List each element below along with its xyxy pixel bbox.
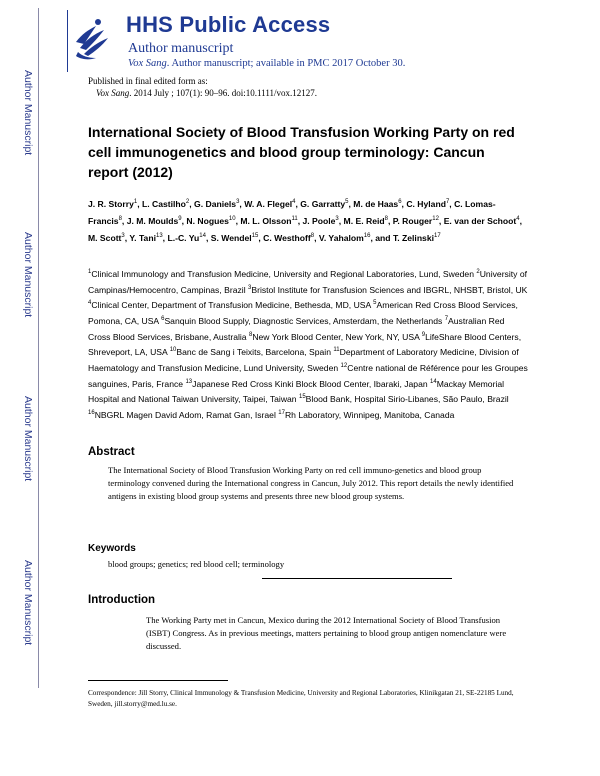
affiliation-text: University of Campinas/Hemocentro, Campinas, Brazil (88, 268, 527, 295)
author-list: J. R. Storry$^1$, L. Castilho$^2$, G. Daniels$^3$, W. A. Flegel$^4$, G. Garratty$^5$, M. de Haas$^6$, C. Hyland$^7$, C. Lomas-Francis$^8$, J. M. Moulds$^9$, N. Nogues$^{10}$, M. L. Olsson$^{11}$, J. Poole$^3$, M. E. Reid$^8$, P. Rouger$^{12}$, E. van der Schoot$^4$, M. Scott$^3$, Y. Tani$^{13}$, L.-C. Yu$^{14}$, S. Wendel$^{15}$, C. Westhoff$^8$, V. Yahalom$^{16}$, and T. Zelinski$^{17}$ (88, 198, 523, 243)
sidebar-rule (38, 8, 39, 688)
affiliation-text: New York Blood Center, New York, NY, USA (252, 331, 422, 342)
author-affiliation-number: 12 (432, 216, 439, 223)
author-name: L. Castilho (141, 198, 186, 209)
affiliation-text: Clinical Center, Department of Transfusion Medicine, Bethesda, MD, USA (91, 300, 374, 311)
affiliation-text: NBGRL Magen David Adom, Ramat Gan, Israel (94, 409, 279, 420)
affiliation-text: LifeShare Blood Centers, Shreveport, LA, USA (88, 331, 522, 358)
author-affiliation-number: 3 (121, 233, 125, 240)
affiliation-number: 16 (88, 409, 95, 416)
author-affiliation-number: 8 (310, 233, 315, 240)
header-subtitle: Author manuscript (128, 41, 234, 56)
affiliation-number: 9 (421, 331, 426, 338)
author-name: P. Rouger (392, 215, 433, 226)
author-name: M. de Haas (353, 198, 399, 209)
affiliation-number: 3 (248, 284, 252, 291)
author-affiliation-number: 16 (363, 233, 371, 240)
affiliation-text: Australian Red Cross Blood Services, Brisbane, Australia (88, 315, 505, 342)
author-affiliation-number: 6 (398, 199, 402, 205)
affiliation-text: Department of Laboratory Medicine, Division of Haematology and Transfusion Medicine, Lund University, Sweden (88, 347, 519, 373)
keywords-heading: Keywords (88, 543, 136, 554)
author-name: C. Westhoff (263, 232, 311, 243)
author-affiliation-number: 4 (516, 216, 520, 223)
author-affiliation-number: 5 (345, 199, 349, 205)
affiliation-number: 15 (298, 394, 306, 401)
introduction-text: The Working Party met in Cancun, Mexico during the 2012 International Society of Blood Transfusion (ISBT) Congress. As in previous meetings, matters pertaining to blood group antigen nomenclature were discussed. (146, 615, 507, 651)
author-name: M. Scott (88, 232, 122, 243)
author-name: W. A. Flegel (244, 198, 293, 209)
affiliation-text: Clinical Immunology and Transfusion Medicine, University and Regional Laboratories, Lund, Sweden (91, 268, 477, 279)
author-name: E. van der Schoot (443, 215, 517, 226)
correspondence-footnote: Correspondence: Jill Storry, Clinical Immunology & Transfusion Medicine, University and Regional Laboratories, Klinikgatan 21, SE-22185 Lund, Sweden, jill.storry@med.lu.se. (88, 689, 514, 708)
author-affiliation-number: 3 (335, 216, 339, 223)
author-name: J. R. Storry (88, 198, 134, 209)
header-citation: Vox Sang. Author manuscript; available in PMC 2017 October 30. (128, 58, 406, 69)
affiliation-number: 7 (444, 315, 449, 322)
affiliation-text: Banc de Sang i Teixits, Barcelona, Spain (176, 347, 334, 358)
affiliation-number: 1 (88, 269, 92, 275)
author-name: C. Hyland (406, 198, 446, 209)
author-name: T. Zelinski (392, 232, 435, 243)
affiliation-number: 17 (278, 409, 285, 416)
author-name: J. Poole (302, 215, 336, 226)
affiliation-text: Mackay Memorial Hospital and National Taiwan University, Taipei, Taiwan (88, 378, 505, 405)
author-name: M. E. Reid (343, 215, 385, 226)
author-name: Y. Tani (129, 232, 156, 243)
author-name: G. Daniels (194, 198, 237, 209)
published-in-label: Published in final edited form as: (88, 76, 208, 86)
author-name: J. M. Moulds (126, 215, 179, 226)
affiliation-number: 2 (476, 269, 480, 275)
author-name: M. L. Olsson (240, 215, 292, 226)
affiliation-text: Japanese Red Cross Kinki Block Blood Center, Ibaraki, Japan (192, 378, 431, 389)
header-title: HHS Public Access (126, 12, 331, 37)
author-affiliation-number: 8 (118, 216, 122, 223)
hhs-eagle-logo-icon (72, 12, 110, 62)
author-affiliation-number: 13 (155, 233, 163, 240)
author-name: V. Yahalom (318, 232, 364, 243)
affiliation-text: Blood Bank, Hospital Sirio-Libanes, São Paulo, Brazil (305, 394, 509, 405)
affiliation-text: Bristol Institute for Transfusion Sciences and IBGRL, NHSBT, Bristol, UK (251, 284, 528, 295)
author-name: L.-C. Yu (167, 232, 200, 243)
article-title: International Society of Blood Transfusion Working Party on red cell immunogenetics and blood group terminology: Cancun report (2012) (88, 124, 515, 180)
affiliation-text: Rh Laboratory, Winnipeg, Manitoba, Canada (284, 409, 455, 420)
affiliation-number: 13 (185, 378, 193, 385)
author-affiliation-number: 1 (133, 199, 138, 205)
author-name: S. Wendel (210, 232, 252, 243)
abstract-text: The International Society of Blood Transfusion Working Party on red cell immuno-genetics and blood group terminology convened during the International congress in Cancun, July 2012. This report details the newly identified antigens in existing blood group systems and presents three new blood group systems. (108, 465, 514, 501)
author-affiliation-number: 17 (434, 233, 441, 240)
footnote-rule (88, 680, 228, 681)
affiliations (88, 266, 528, 423)
affiliation-text: Sanquin Blood Supply, Diagnostic Services, Amsterdam, the Netherlands (164, 315, 445, 326)
affiliation-text: Centre national de Référence pour les Groupes sanguines, Paris, France (88, 362, 528, 389)
author-affiliation-number: 14 (199, 233, 206, 240)
publication-citation: Vox Sang. 2014 July ; 107(1): 90–96. doi:10.1111/vox.12127. (96, 88, 317, 98)
author-name: G. Garratty (300, 198, 346, 209)
author-affiliation-number: 3 (236, 199, 240, 205)
author-affiliation-number: 4 (292, 199, 296, 205)
abstract-heading: Abstract (88, 446, 135, 458)
author-affiliation-number: 10 (228, 216, 236, 223)
author-affiliation-number: 7 (445, 199, 450, 205)
keywords-rule (262, 578, 452, 579)
affiliation-number: 11 (333, 347, 340, 354)
affiliation-number: 10 (169, 347, 177, 354)
affiliation-text: American Red Cross Blood Services, Pomona, CA, USA (88, 300, 518, 326)
author-name: C. Lomas-Francis (88, 198, 496, 226)
author-affiliation-number: 11 (291, 216, 298, 223)
affiliation-number: 12 (340, 362, 348, 369)
author-affiliation-number: 8 (384, 216, 388, 223)
author-affiliation-number: 15 (251, 233, 259, 240)
header-divider (67, 10, 68, 72)
author-affiliation-number: 2 (185, 199, 190, 205)
affiliation-number: 4 (88, 300, 92, 307)
affiliation-number: 5 (373, 300, 377, 307)
affiliation-number: 8 (248, 331, 253, 338)
affiliation-number: 14 (430, 378, 437, 385)
author-affiliation-number: 9 (178, 216, 182, 223)
author-name: N. Nogues (186, 215, 229, 226)
affiliation-number: 6 (161, 315, 165, 322)
introduction-heading: Introduction (88, 594, 156, 606)
keywords-text: blood groups; genetics; red blood cell; terminology (108, 559, 285, 569)
